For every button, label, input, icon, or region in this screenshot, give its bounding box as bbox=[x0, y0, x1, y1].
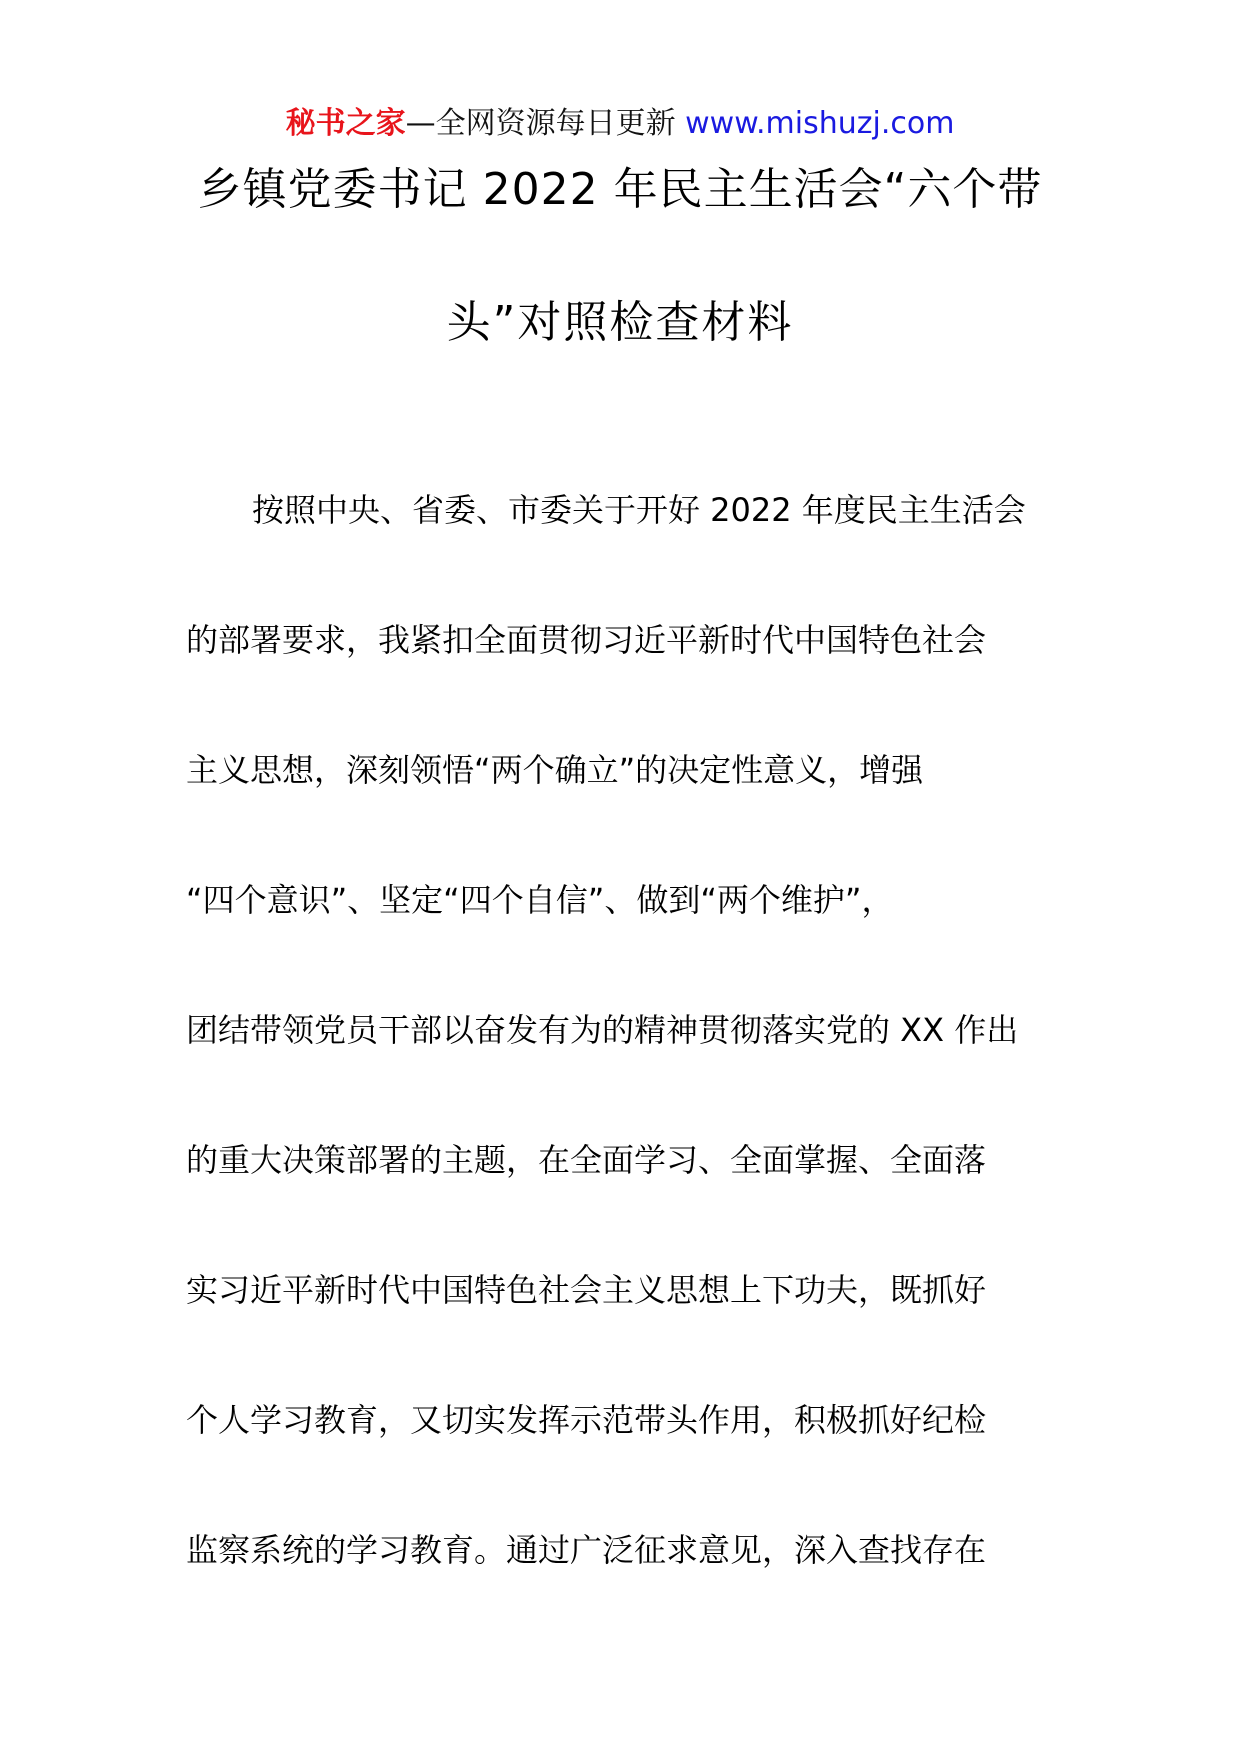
body-text-line: 团结带领党员干部以奋发有为的精神贯彻落实党的 XX 作出 bbox=[186, 1011, 1019, 1049]
body-text-line: 按照中央、省委、市委关于开好 2022 年度民主生活会 bbox=[252, 491, 1026, 529]
watermark-header bbox=[0, 104, 1240, 144]
body-text-line: 实习近平新时代中国特色社会主义思想上下功夫，既抓好 bbox=[186, 1271, 987, 1309]
body-text-line: 主义思想，深刻领悟“两个确立”的决定性意义，增强 bbox=[186, 751, 924, 789]
body-text-line: 个人学习教育，又切实发挥示范带头作用，积极抓好纪检 bbox=[186, 1401, 987, 1439]
body-text-line: 监察系统的学习教育。通过广泛征求意见，深入查找存在 bbox=[186, 1531, 987, 1569]
body-text-line: 的重大决策部署的主题，在全面学习、全面掌握、全面落 bbox=[186, 1141, 987, 1179]
site-url-link[interactable]: www.mishuzj.com bbox=[685, 106, 955, 141]
document-title-line-2: 头”对照检查材料 bbox=[446, 297, 794, 348]
body-text-line: “四个意识”、坚定“四个自信”、做到“两个维护”， bbox=[186, 881, 894, 919]
body-text-line: 的部署要求，我紧扣全面贯彻习近平新时代中国特色社会 bbox=[186, 621, 987, 659]
brand-name: 秘书之家 bbox=[285, 106, 406, 141]
header-tagline: —全网资源每日更新 bbox=[405, 106, 686, 141]
document-title-line-1: 乡镇党委书记 2022 年民主生活会“六个带 bbox=[197, 164, 1043, 215]
